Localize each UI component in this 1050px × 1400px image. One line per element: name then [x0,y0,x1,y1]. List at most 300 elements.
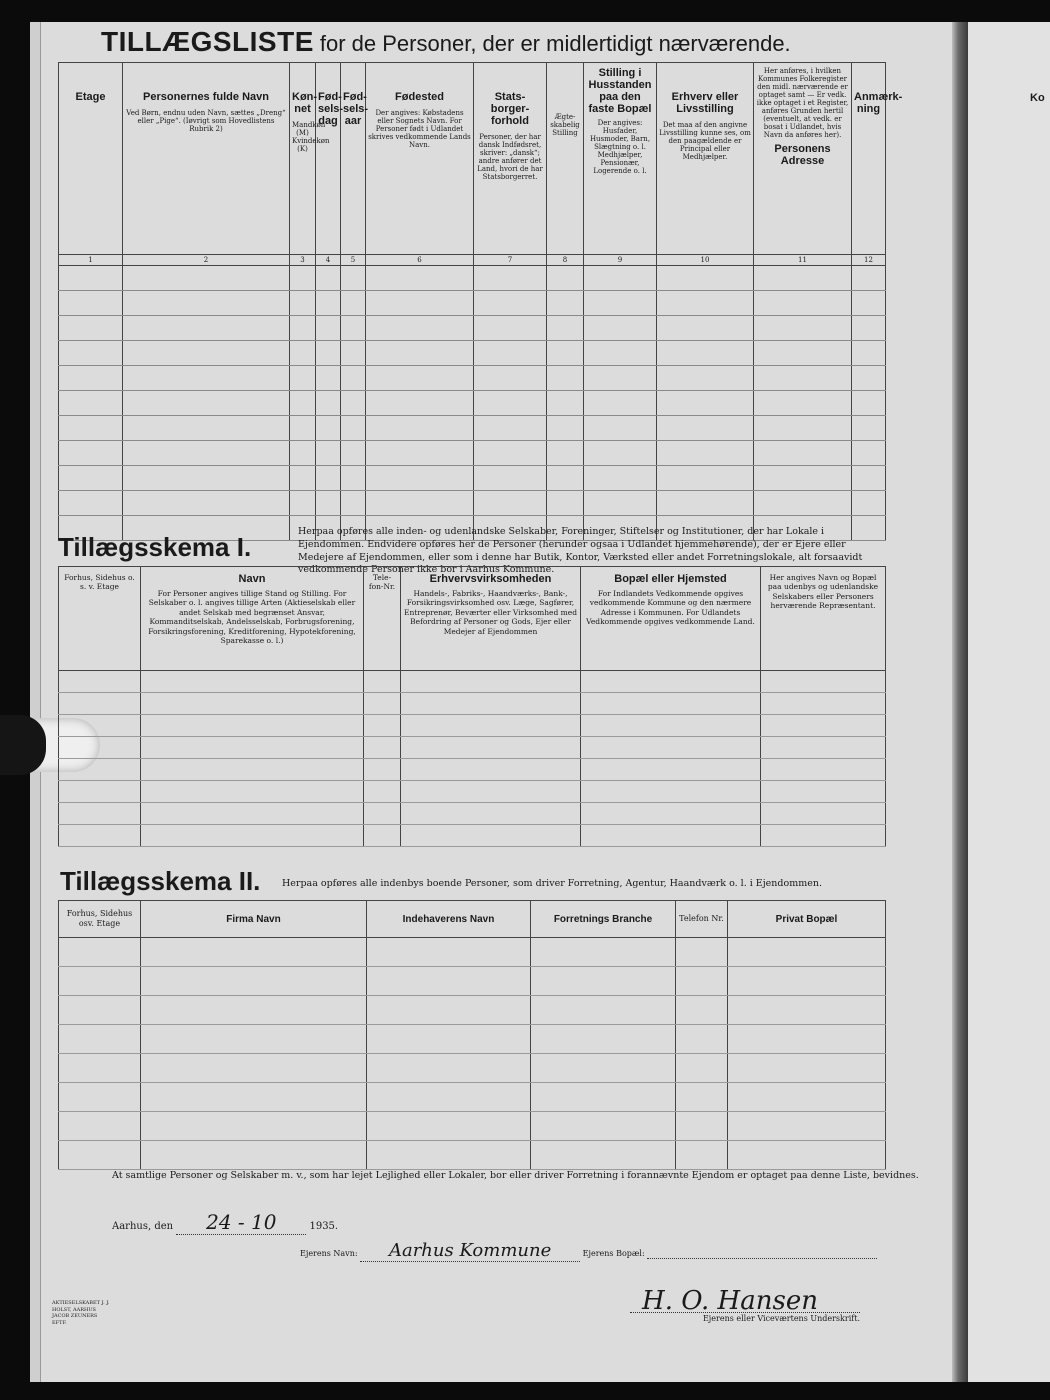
skema1-header-note: For Personer angives tillige Stand og Stilling. For Selskaber o. l. angives tillige Arten (Aktieselskab eller andet Selskab med begrænset Ansvar, Kommanditselskab, Andelsselskab, Forbrugsforening, Forsikringsforening, Kreditforening, Hypotekforening, Sparekasse o. l.) [148,589,356,645]
column-number: 8 [547,255,584,266]
list-header-title: Fød-sels-aar [343,91,369,127]
skema2-cell [676,996,728,1025]
list-cell [474,266,547,291]
list-cell [341,316,366,341]
list-cell [852,266,886,291]
list-cell [657,266,754,291]
list-cell [852,416,886,441]
skema1-cell [401,759,581,781]
skema2-header-note: Telefon Nr. [679,914,724,924]
skema2-row [59,1025,886,1054]
list-cell [123,366,290,391]
list-row [59,266,886,291]
skema1-cell [401,781,581,803]
skema2-cell [367,1141,531,1170]
skema2-cell [59,1025,141,1054]
list-cell [59,391,123,416]
list-cell [754,441,852,466]
list-cell [584,466,657,491]
list-cell [547,416,584,441]
list-cell [316,391,341,416]
skema2-row [59,996,886,1025]
list-cell [59,466,123,491]
skema1-header-1 [59,567,141,671]
list-header-note: Ægte-skabelig Stilling [550,113,580,138]
skema1-cell [401,803,581,825]
list-row [59,341,886,366]
skema2-header-title: Firma Navn [226,913,281,925]
skema2-header-3 [367,901,531,938]
column-number: 12 [852,255,886,266]
skema1-header-title: Bopæl eller Hjemsted [614,573,727,585]
list-cell [341,341,366,366]
skema2-cell [367,1054,531,1083]
list-cell [474,316,547,341]
skema1-header-note: For Indlandets Vedkommende opgives vedkommende Kommune og den nærmere Adresse i Kommunen. For Udlandets Vedkommende opgives vedkommende Land. [586,589,755,627]
skema2-body [59,938,886,1170]
list-cell [474,291,547,316]
list-cell [366,316,474,341]
skema2-cell [728,1083,886,1112]
skema2-header-6 [728,901,886,938]
list-header-note: Det maa af den angivne Livsstilling kunne ses, om den paagældende er Principal eller Medhjælper. [659,121,751,162]
skema1-cell [581,759,761,781]
date-line [112,1210,338,1235]
list-cell [341,416,366,441]
list-cell [59,416,123,441]
skema1-cell [761,715,886,737]
list-cell [852,391,886,416]
skema1-cell [581,737,761,759]
list-header-6 [366,63,474,255]
skema2-cell [367,1112,531,1141]
list-row [59,491,886,516]
list-cell [316,316,341,341]
column-number: 2 [123,255,290,266]
main-title [101,26,901,58]
list-cell [341,441,366,466]
list-cell [547,391,584,416]
list-cell [852,441,886,466]
skema2-cell [676,1025,728,1054]
skema1-cell [59,693,141,715]
skema2-cell [676,1141,728,1170]
skema2-cell [141,996,367,1025]
list-cell [584,266,657,291]
skema2-text: Herpaa opføres alle indenbys boende Personer, som driver Forretning, Agentur, Haandværk o. l. i Ejendommen. [282,878,822,889]
list-header-12 [852,63,903,255]
list-header-title: Stilling i Husstanden paa den faste Bopæl [588,67,652,115]
skema1-row [59,671,886,693]
skema1-cell [761,671,886,693]
list-cell [657,466,754,491]
skema1-cell [364,781,401,803]
page-margin [30,22,41,1382]
next-page-edge [968,22,1050,1382]
skema2-cell [141,1083,367,1112]
list-cell [547,491,584,516]
column-number: 10 [657,255,754,266]
list-cell [584,366,657,391]
skema2-header-4 [531,901,676,938]
skema1-cell [364,803,401,825]
list-cell [123,316,290,341]
skema1-row [59,693,886,715]
date-handwritten: 24 - 10 [176,1210,306,1235]
list-cell [290,316,316,341]
owner-line [300,1240,877,1262]
finger-shadow [0,715,46,775]
list-header-1 [59,63,123,255]
skema2-cell [676,938,728,967]
skema2-cell [141,1112,367,1141]
skema1-body [59,671,886,847]
skema1-row [59,737,886,759]
list-cell [123,291,290,316]
list-cell [754,416,852,441]
skema2-header-note: Forhus, Sidehus osv. Etage [66,909,133,928]
skema1-row [59,781,886,803]
list-header-note: Ved Børn, endnu uden Navn, sættes „Dreng“ eller „Pige“. (Iøvrigt som Hovedlistens Rubrik 2) [126,109,286,134]
skema1-cell [761,759,886,781]
owner-address-label: Ejerens Bopæl: [582,1249,645,1258]
skema2-cell [59,967,141,996]
list-cell [290,491,316,516]
list-cell [316,291,341,316]
skema1-cell [364,693,401,715]
list-cell [316,466,341,491]
skema1-text: Herpaa opføres alle inden- og udenlandske Selskaber, Foreninger, Stiftelser og Institutioner, der har Lokale i Ejendommen. Endvidere opføres her de Personer (herunder ogsaa i Udlandet hjemmehørende), der er Ejere eller Medejere af Ejendommen, eller som i denne har Butik, Kontor, Værksted eller andet Forretningslokale, alt forsaavidt vedkommende Personer ikke bor i Aarhus Kommune. [298,526,863,576]
list-header-8 [547,63,584,255]
skema1-cell [581,803,761,825]
skema1-cell [59,781,141,803]
skema2-cell [676,1112,728,1141]
list-cell [59,341,123,366]
skema2-cell [531,1083,676,1112]
list-cell [852,366,886,391]
list-header-title: Stats-borger-forhold [490,91,530,127]
list-cell [754,366,852,391]
list-cell [366,491,474,516]
skema1-cell [761,825,886,847]
list-cell [366,466,474,491]
list-cell [584,416,657,441]
skema1-header-row [59,567,886,671]
list-cell [341,491,366,516]
list-header-7 [474,63,547,255]
skema1-cell [141,715,364,737]
skema2-row [59,1141,886,1170]
column-number: 6 [366,255,474,266]
list-header-title: Fødested [395,91,444,103]
skema1-cell [401,693,581,715]
list-row [59,316,886,341]
column-number: 1 [59,255,123,266]
list-cell [474,341,547,366]
list-cell [59,491,123,516]
list-cell [123,391,290,416]
skema2-header-2 [141,901,367,938]
supplement-list-table [58,62,903,541]
list-cell [657,416,754,441]
skema1-cell [59,671,141,693]
list-cell [474,366,547,391]
list-row [59,291,886,316]
list-body [59,266,886,541]
skema2-row [59,1054,886,1083]
column-number: 3 [290,255,316,266]
signature-label: Ejerens eller Viceværtens Underskrift. [630,1312,860,1323]
main-title-big: TILLÆGSLISTE [101,26,314,57]
owner-handwritten: Aarhus Kommune [360,1240,580,1262]
list-header-note: Der angives: Husfader, Husmoder, Barn, Slægtning o. l. Medhjælper, Pensionær, Logerende o. l. [589,119,651,176]
skema1-row [59,825,886,847]
list-cell [547,291,584,316]
list-row [59,391,886,416]
list-cell [59,441,123,466]
skema1-cell [364,825,401,847]
book-spine [952,22,968,1382]
skema2-cell [141,938,367,967]
skema1-cell [581,715,761,737]
skema2-cell [59,1083,141,1112]
list-cell [852,466,886,491]
owner-address-line [647,1249,877,1259]
skema2-cell [676,967,728,996]
list-cell [341,366,366,391]
skema2-title: Tillægsskema II. [60,866,261,896]
list-cell [657,391,754,416]
list-header-note: Mandkøn (M) Kvindekøn (K) [292,121,330,154]
list-header-note: Der angives: Købstadens eller Sognets Navn. For Personer født i Udlandet skrives vedkommende Lands Navn. [368,109,471,150]
skema2-cell [141,1054,367,1083]
list-cell [547,466,584,491]
skema2-header-row [59,901,886,938]
list-cell [341,391,366,416]
column-number: 4 [316,255,341,266]
list-cell [852,341,886,366]
list-header-title: Køn-net [292,91,318,115]
list-row [59,441,886,466]
list-cell [290,466,316,491]
list-cell [59,291,123,316]
list-cell [123,441,290,466]
list-header-note: Her anføres, i hvilken Kommunes Folkeregister den midl. nærværende er optaget samt — Er vedk. ikke optaget i et Register, anføres Grunden hertil (eventuelt, at vedk. er bosat i Udlandet, hvis Navn da anføres her). [756,67,849,140]
list-cell [59,266,123,291]
skema1-cell [401,715,581,737]
list-header-title: Erhverv eller Livsstilling [671,91,739,115]
skema2-cell [531,1141,676,1170]
list-cell [547,341,584,366]
list-header-11 [754,63,852,255]
next-page-fragment: Ko [1030,92,1045,104]
printer-imprint: AKTIESELSKABET J. J. HOLST, AARHUS JACOB ZEUNERS EFTF. [52,1300,110,1326]
list-row [59,366,886,391]
skema1-cell [581,693,761,715]
list-cell [316,416,341,441]
list-cell [657,291,754,316]
skema1-cell [59,737,141,759]
list-cell [123,266,290,291]
list-cell [123,341,290,366]
skema1-cell [59,715,141,737]
skema1-cell [364,737,401,759]
list-cell [584,391,657,416]
skema2-row [59,938,886,967]
skema1-cell [761,803,886,825]
list-cell [316,366,341,391]
skema1-cell [59,803,141,825]
skema1-cell [581,781,761,803]
skema1-header-6 [761,567,886,671]
skema1-cell [141,693,364,715]
skema2-header-title: Indehaverens Navn [402,913,495,925]
skema2-cell [728,938,886,967]
skema1-header-3 [364,567,401,671]
skema2-cell [59,996,141,1025]
skema1-row [59,715,886,737]
list-cell [366,391,474,416]
list-cell [290,366,316,391]
skema1-cell [581,825,761,847]
list-number-row [59,255,886,266]
date-year: 1935. [309,1221,339,1232]
list-cell [584,291,657,316]
column-number: 9 [584,255,657,266]
skema1-cell [401,825,581,847]
skema1-table [58,566,886,847]
skema2-header-title: Forretnings Branche [553,913,653,925]
list-header-title: Personernes fulde Navn [143,91,269,103]
list-cell [474,466,547,491]
list-cell [754,491,852,516]
list-cell [754,466,852,491]
skema1-cell [141,781,364,803]
skema2-cell [141,1141,367,1170]
signature-block [630,1286,860,1323]
list-cell [316,341,341,366]
skema2-cell [59,938,141,967]
skema2-cell [676,1083,728,1112]
skema2-cell [728,996,886,1025]
list-header-4 [316,63,344,255]
list-cell [474,391,547,416]
list-cell [657,366,754,391]
skema2-table [58,900,886,1170]
list-cell [547,266,584,291]
skema2-row [59,1083,886,1112]
list-cell [341,266,366,291]
list-cell [852,491,886,516]
skema2-cell [531,1025,676,1054]
skema1-cell [141,759,364,781]
list-header-10 [657,63,754,255]
main-title-rest: for de Personer, der er midlertidigt nærværende. [319,31,791,56]
skema1-cell [581,671,761,693]
list-cell [657,316,754,341]
skema1-header-5 [581,567,761,671]
list-cell [474,441,547,466]
skema2-header-title: Privat Bopæl [775,913,838,925]
list-cell [366,266,474,291]
column-number: 7 [474,255,547,266]
skema2-cell [59,1112,141,1141]
list-cell [316,491,341,516]
list-row [59,416,886,441]
skema1-header-note: Forhus, Sidehus o. s. v. Etage [64,573,135,592]
list-cell [366,291,474,316]
list-header-note: Personer, der har dansk Indfødsret, skriver: „dansk“; andre anfører det Land, hvori de har Statsborgerret. [477,133,543,182]
skema2-cell [367,996,531,1025]
list-header-row [59,63,886,255]
skema2-cell [141,1025,367,1054]
list-header-title: Fød-sels-dag [318,91,344,127]
skema1-header-title: Erhvervsvirksomheden [429,573,552,585]
skema2-cell [367,938,531,967]
skema2-cell [59,1141,141,1170]
date-prefix: Aarhus, den [112,1221,174,1232]
list-cell [547,366,584,391]
list-cell [59,366,123,391]
list-header-9 [584,63,657,255]
skema2-header-1 [59,901,141,938]
skema2-cell [531,1054,676,1083]
list-cell [316,266,341,291]
skema1-cell [761,781,886,803]
skema1-cell [761,737,886,759]
list-header-3 [290,63,330,255]
list-cell [366,441,474,466]
list-cell [290,441,316,466]
skema2-cell [728,1025,886,1054]
skema2-cell [531,938,676,967]
skema2-cell [728,1054,886,1083]
column-number: 5 [341,255,366,266]
skema2-cell [367,1025,531,1054]
list-cell [754,266,852,291]
list-cell [341,291,366,316]
list-cell [123,416,290,441]
owner-label: Ejerens Navn: [300,1249,358,1258]
skema1-title: Tillægsskema I. [58,532,252,562]
skema2-cell [367,967,531,996]
skema2-row [59,967,886,996]
skema1-row [59,759,886,781]
confirmation-text: At samtlige Personer og Selskaber m. v., som har lejet Lejlighed eller Lokaler, bor eller driver Forretning i forannævnte Ejendom er optaget paa denne Liste, bevidnes. [112,1170,919,1181]
skema1-cell [59,759,141,781]
list-cell [584,316,657,341]
skema2-cell [59,1054,141,1083]
skema1-header-note: Handels-, Fabriks-, Haandværks-, Bank-, Forsikringsvirksomhed osv. Læge, Sagfører, Entreprenør, Beværter eller Virksomhed med Befordring af Personer og Gods, Ejer eller Medejer af Ejendommen [403,589,578,636]
skema2-row [59,1112,886,1141]
list-cell [341,466,366,491]
skema2-cell [676,1054,728,1083]
list-cell [316,441,341,466]
list-cell [547,316,584,341]
skema2-header-5 [676,901,728,938]
list-cell [657,491,754,516]
list-cell [366,416,474,441]
list-cell [59,316,123,341]
skema1-cell [141,803,364,825]
skema2-cell [141,967,367,996]
list-cell [290,291,316,316]
skema1-cell [364,671,401,693]
list-row [59,466,886,491]
skema1-header-2 [141,567,364,671]
list-cell [366,366,474,391]
skema1-cell [401,671,581,693]
